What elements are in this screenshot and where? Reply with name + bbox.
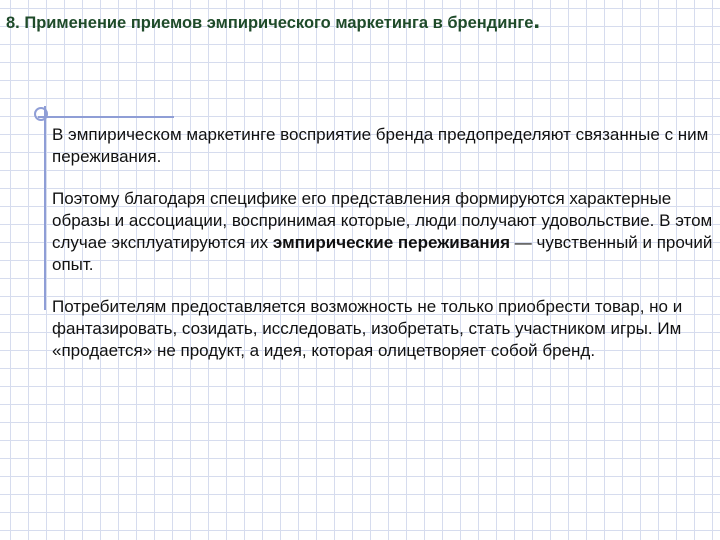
decorative-horizontal-rule bbox=[38, 116, 174, 118]
decorative-vertical-rule bbox=[44, 106, 46, 310]
slide-title-dot: . bbox=[533, 7, 541, 34]
slide-title bbox=[6, 7, 706, 34]
paragraph-2-tail: — чувственный и прочий опыт. bbox=[52, 233, 713, 274]
paragraph-2 bbox=[52, 188, 716, 276]
decorative-circle-icon bbox=[34, 107, 48, 121]
slide-body bbox=[52, 124, 716, 382]
paragraph-2-bold-term: эмпирические переживания bbox=[272, 233, 511, 252]
paragraph-1: В эмпирическом маркетинге восприятие бренда предопределяют связанные с ним переживания. bbox=[52, 125, 709, 166]
slide-title-text: 8. Применение приемов эмпирического маркетинга в брендинге bbox=[6, 14, 534, 32]
paragraph-2-text: Поэтому благодаря специфике его представления формируются характерные образы и ассоциации, воспринимая которые, люди получают удовольствие. В этом случае эксплуатируются их bbox=[52, 189, 713, 252]
paragraph-3: Потребителям предоставляется возможность не только приобрести товар, но и фантазировать, созидать, исследовать, изобретать, стать участником игры. Им «продается» не продукт, а идея, которая олицетворяет собой бренд. bbox=[52, 297, 683, 360]
